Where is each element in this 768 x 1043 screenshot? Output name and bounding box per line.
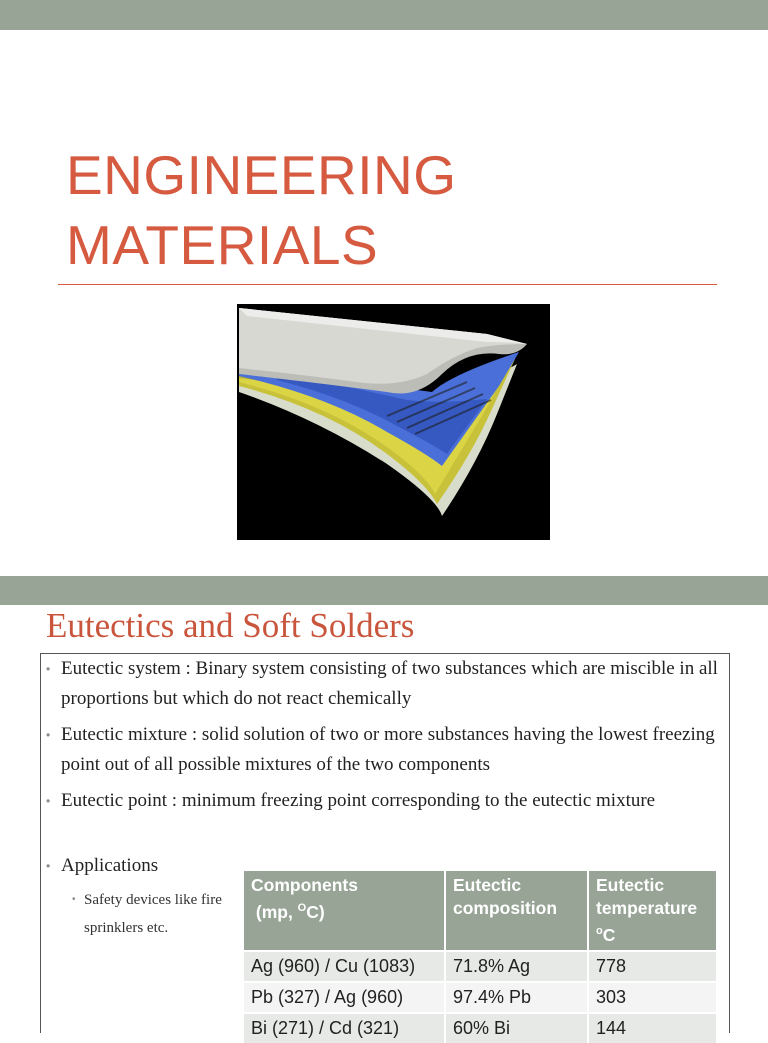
- bullet-eutectic-point: [46, 786, 726, 816]
- bullet-text: Eutectic point : minimum freezing point corresponding to the eutectic mixture: [61, 790, 656, 811]
- page-title: [66, 140, 457, 280]
- top-band: [0, 0, 768, 30]
- table-cell: 60% Bi: [445, 1013, 588, 1043]
- table-row: [244, 951, 716, 982]
- header-sup: O: [297, 902, 307, 914]
- slide-separator-band: [0, 576, 768, 605]
- header-text: C: [602, 924, 616, 945]
- slide-title: [0, 30, 768, 576]
- bullet-text: Applications: [61, 855, 159, 876]
- slide-eutectics: [0, 605, 768, 1038]
- header-eutectic-temperature: [588, 871, 716, 951]
- table-row: [244, 1013, 716, 1043]
- header-sup: o: [596, 925, 603, 937]
- header-text: Components: [251, 875, 358, 895]
- table-cell: 97.4% Pb: [445, 982, 588, 1013]
- table-cell: Ag (960) / Cu (1083): [244, 951, 445, 982]
- bullet-text: Eutectic system : Binary system consisting of two substances which are miscible in all proportions but which do not react chemically: [61, 658, 718, 709]
- laminated-layers-image: [237, 304, 550, 540]
- table-header-row: [244, 871, 716, 951]
- bullet-text: Eutectic mixture : solid solution of two or more substances having the lowest freezing point out of all possible mixtures of the two components: [61, 724, 715, 775]
- table-cell: 778: [588, 951, 716, 982]
- table-row: [244, 982, 716, 1013]
- bullet-dot: •: [46, 662, 51, 676]
- slide-title-eutectics: Eutectics and Soft Solders: [46, 606, 415, 645]
- bullet-dot: •: [46, 859, 51, 873]
- sub-bullet-dot: •: [72, 894, 76, 905]
- table-cell: 144: [588, 1013, 716, 1043]
- bullet-dot: •: [46, 794, 51, 808]
- title-divider: [58, 284, 717, 285]
- header-text: Eutectic temperature: [596, 875, 698, 918]
- header-text: C): [306, 901, 325, 922]
- table-cell: 303: [588, 982, 716, 1013]
- header-components: [244, 871, 445, 951]
- eutectic-table: [244, 871, 716, 1043]
- sub-bullet-safety-devices: [72, 886, 244, 942]
- header-text: (mp,: [251, 901, 298, 922]
- table-cell: Bi (271) / Cd (321): [244, 1013, 445, 1043]
- bullet-eutectic-mixture: [46, 720, 726, 780]
- title-line-2: MATERIALS: [66, 214, 379, 276]
- header-eutectic-composition: Eutectic composition: [445, 871, 588, 951]
- table-cell: 71.8% Ag: [445, 951, 588, 982]
- table-cell: Pb (327) / Ag (960): [244, 982, 445, 1013]
- laminate-illustration: [237, 304, 550, 540]
- title-line-1: ENGINEERING: [66, 144, 457, 206]
- bullet-eutectic-system: [46, 654, 726, 714]
- content-box: [40, 653, 730, 1038]
- bullet-dot: •: [46, 728, 51, 742]
- sub-bullet-text: Safety devices like fire sprinklers etc.: [84, 892, 222, 936]
